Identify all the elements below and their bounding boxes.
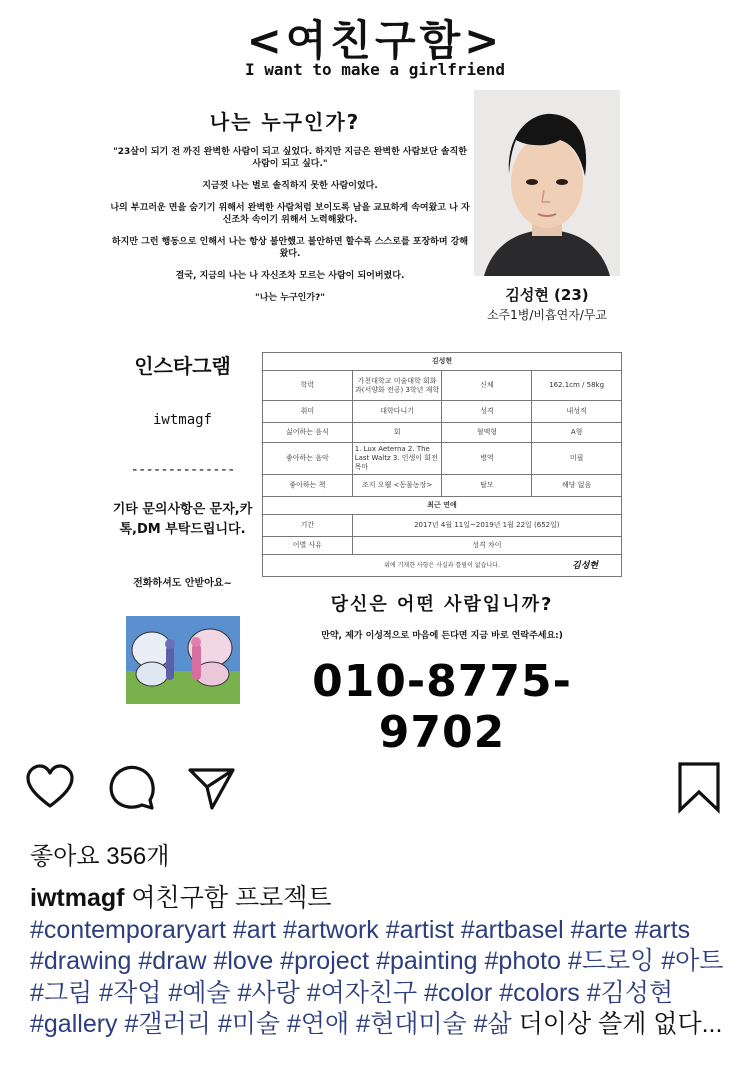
send-icon [186, 762, 238, 814]
table-cell: 혈액형 [442, 423, 532, 443]
table-cell: 162.1cm / 58kg [532, 371, 622, 401]
save-button[interactable] [674, 762, 726, 814]
hashtag[interactable]: #여자친구 [306, 978, 418, 1007]
table-cell: 2017년 4월 11일~2019년 1월 22일 (652일) [352, 515, 621, 537]
hashtag[interactable]: #그림 [30, 978, 93, 1007]
hashtag[interactable]: #갤러리 [124, 1010, 211, 1039]
table-cell: 가천대학교 미술대학 회화과(서양화 전공) 3학년 재학 [352, 371, 442, 401]
who-line: "23살이 되기 전 까진 완벽한 사람이 되고 싶었다. 하지만 지금은 완벽한 사람보단 솔직한 사람이 되고 싶다." [113, 147, 467, 169]
bookmark-icon [674, 762, 726, 814]
hashtag[interactable]: #현대미술 [356, 1010, 467, 1039]
hashtag[interactable]: #예술 [168, 978, 231, 1007]
question-heading: 당신은 어떤 사람입니까? [330, 594, 554, 615]
table-cell: 성격 [442, 401, 532, 423]
hashtag[interactable]: #drawing [30, 947, 132, 976]
table-cell: 조지 오웰 <동물농장> [352, 475, 442, 497]
table-cell: 대학다니기 [352, 401, 442, 423]
comment-icon [106, 762, 158, 814]
contact-note: 기타 문의사항은 문자,카톡,DM 부탁드립니다. [112, 502, 253, 537]
divider: -------------- [130, 462, 235, 478]
who-line: 지금껏 나는 별로 솔직하지 못한 사람이었다. [202, 181, 378, 191]
request-text: 만약, 제가 이성적으로 마음에 든다면 지금 바로 연락주세요:) [321, 631, 563, 641]
post-caption [30, 883, 730, 1041]
poster-subtitle: I want to make a girlfriend [244, 60, 506, 79]
table-cell: 좋아하는 책 [263, 475, 353, 497]
hashtag[interactable]: #연애 [287, 1010, 350, 1039]
butterfly-image [126, 616, 240, 704]
caption-more[interactable]: 더이상 쓸게 없다... [518, 1010, 723, 1039]
hashtag[interactable]: #photo [484, 947, 561, 976]
hashtag[interactable]: #arts [634, 915, 691, 944]
hashtag[interactable]: #사랑 [237, 978, 300, 1007]
hashtag[interactable]: #contemporaryart [30, 915, 226, 944]
likes-count[interactable]: 좋아요 356개 [30, 843, 170, 870]
hashtag[interactable]: #작업 [99, 978, 162, 1007]
hashtag[interactable]: #love [213, 947, 274, 976]
who-line: 나의 부끄러운 면을 숨기기 위해서 완벽한 사람처럼 보이도록 남을 교묘하게 속여왔고 나 자신조차 속이기 위해서 노력해왔다. [110, 203, 470, 225]
who-line: 결국, 지금의 나는 나 자신조차 모르는 사람이 되어버렸다. [175, 271, 405, 281]
instagram-heading: 인스타그램 [134, 354, 231, 378]
hashtag[interactable]: #art [232, 915, 276, 944]
heart-icon [24, 762, 76, 814]
table-cell: 취미 [263, 401, 353, 423]
phone-number: 010-8775-9702 [312, 656, 572, 758]
instagram-handle: iwtmagf [152, 412, 212, 428]
table-cell: A형 [532, 423, 622, 443]
table-cell: 좋아하는 음악 [263, 443, 353, 475]
table-footer: 위에 기재한 사항은 사실과 틀림이 없습니다. [263, 555, 622, 577]
hashtag[interactable]: #arte [570, 915, 628, 944]
table-cell: 신체 [442, 371, 532, 401]
table-cell: 탈모 [442, 475, 532, 497]
profile-photo [474, 90, 620, 276]
action-bar [0, 752, 750, 822]
hashtag[interactable]: #color [424, 978, 493, 1007]
poster-title: <여친구함> [246, 16, 504, 65]
profile-table [262, 352, 622, 577]
hashtag[interactable]: #artwork [282, 915, 379, 944]
hashtag[interactable]: #artbasel [460, 915, 564, 944]
hashtag[interactable]: #colors [499, 978, 580, 1007]
table-cell: 기간 [263, 515, 353, 537]
hashtag[interactable]: #draw [138, 947, 207, 976]
like-button[interactable] [24, 762, 76, 814]
table-header: 김성현 [263, 353, 622, 371]
caption-username[interactable]: iwtmagf [30, 884, 125, 912]
hashtag[interactable]: #김성현 [586, 978, 674, 1007]
caption-text: 여친구함 프로젝트 [131, 884, 332, 912]
table-cell: 회 [352, 423, 442, 443]
hashtag[interactable]: #미술 [217, 1010, 281, 1039]
who-line: "나는 누구인가?" [255, 293, 325, 303]
table-cell: 학력 [263, 371, 353, 401]
profile-desc: 소주1병/비흡연자/무교 [486, 308, 608, 322]
table-cell: 병역 [442, 443, 532, 475]
table-cell: 미필 [532, 443, 622, 475]
hashtag[interactable]: #painting [376, 947, 478, 976]
signature: 김성현 [572, 561, 599, 571]
hashtag[interactable]: #gallery [30, 1010, 118, 1039]
table-section: 최근 연애 [263, 497, 622, 515]
table-cell: 성격 차이 [352, 537, 621, 555]
hashtag[interactable]: #project [280, 947, 370, 976]
hashtag[interactable]: #삶 [473, 1010, 512, 1039]
profile-name: 김성현 (23) [505, 286, 589, 304]
table-cell: 싫어하는 음식 [263, 423, 353, 443]
table-cell: 해당 없음 [532, 475, 622, 497]
who-heading: 나는 누구인가? [209, 110, 361, 134]
hashtag[interactable]: #artist [385, 915, 454, 944]
who-text [110, 146, 470, 314]
comment-button[interactable] [106, 762, 158, 814]
hashtag[interactable]: #드로잉 [567, 947, 655, 976]
share-button[interactable] [186, 762, 238, 814]
table-cell: 이별 사유 [263, 537, 353, 555]
who-line: 하지만 그런 행동으로 인해서 나는 항상 불안했고 불안하면 할수록 스스로를 포장하며 강해왔다. [111, 237, 469, 259]
no-calls-note: 전화하셔도 안받아요~ [133, 578, 232, 589]
table-cell: 1. Lux Aeterna 2. The Last Waltz 3. 인생이 회전목마 [352, 443, 442, 475]
hashtag[interactable]: #아트 [661, 947, 724, 976]
table-cell: 내성적 [532, 401, 622, 423]
